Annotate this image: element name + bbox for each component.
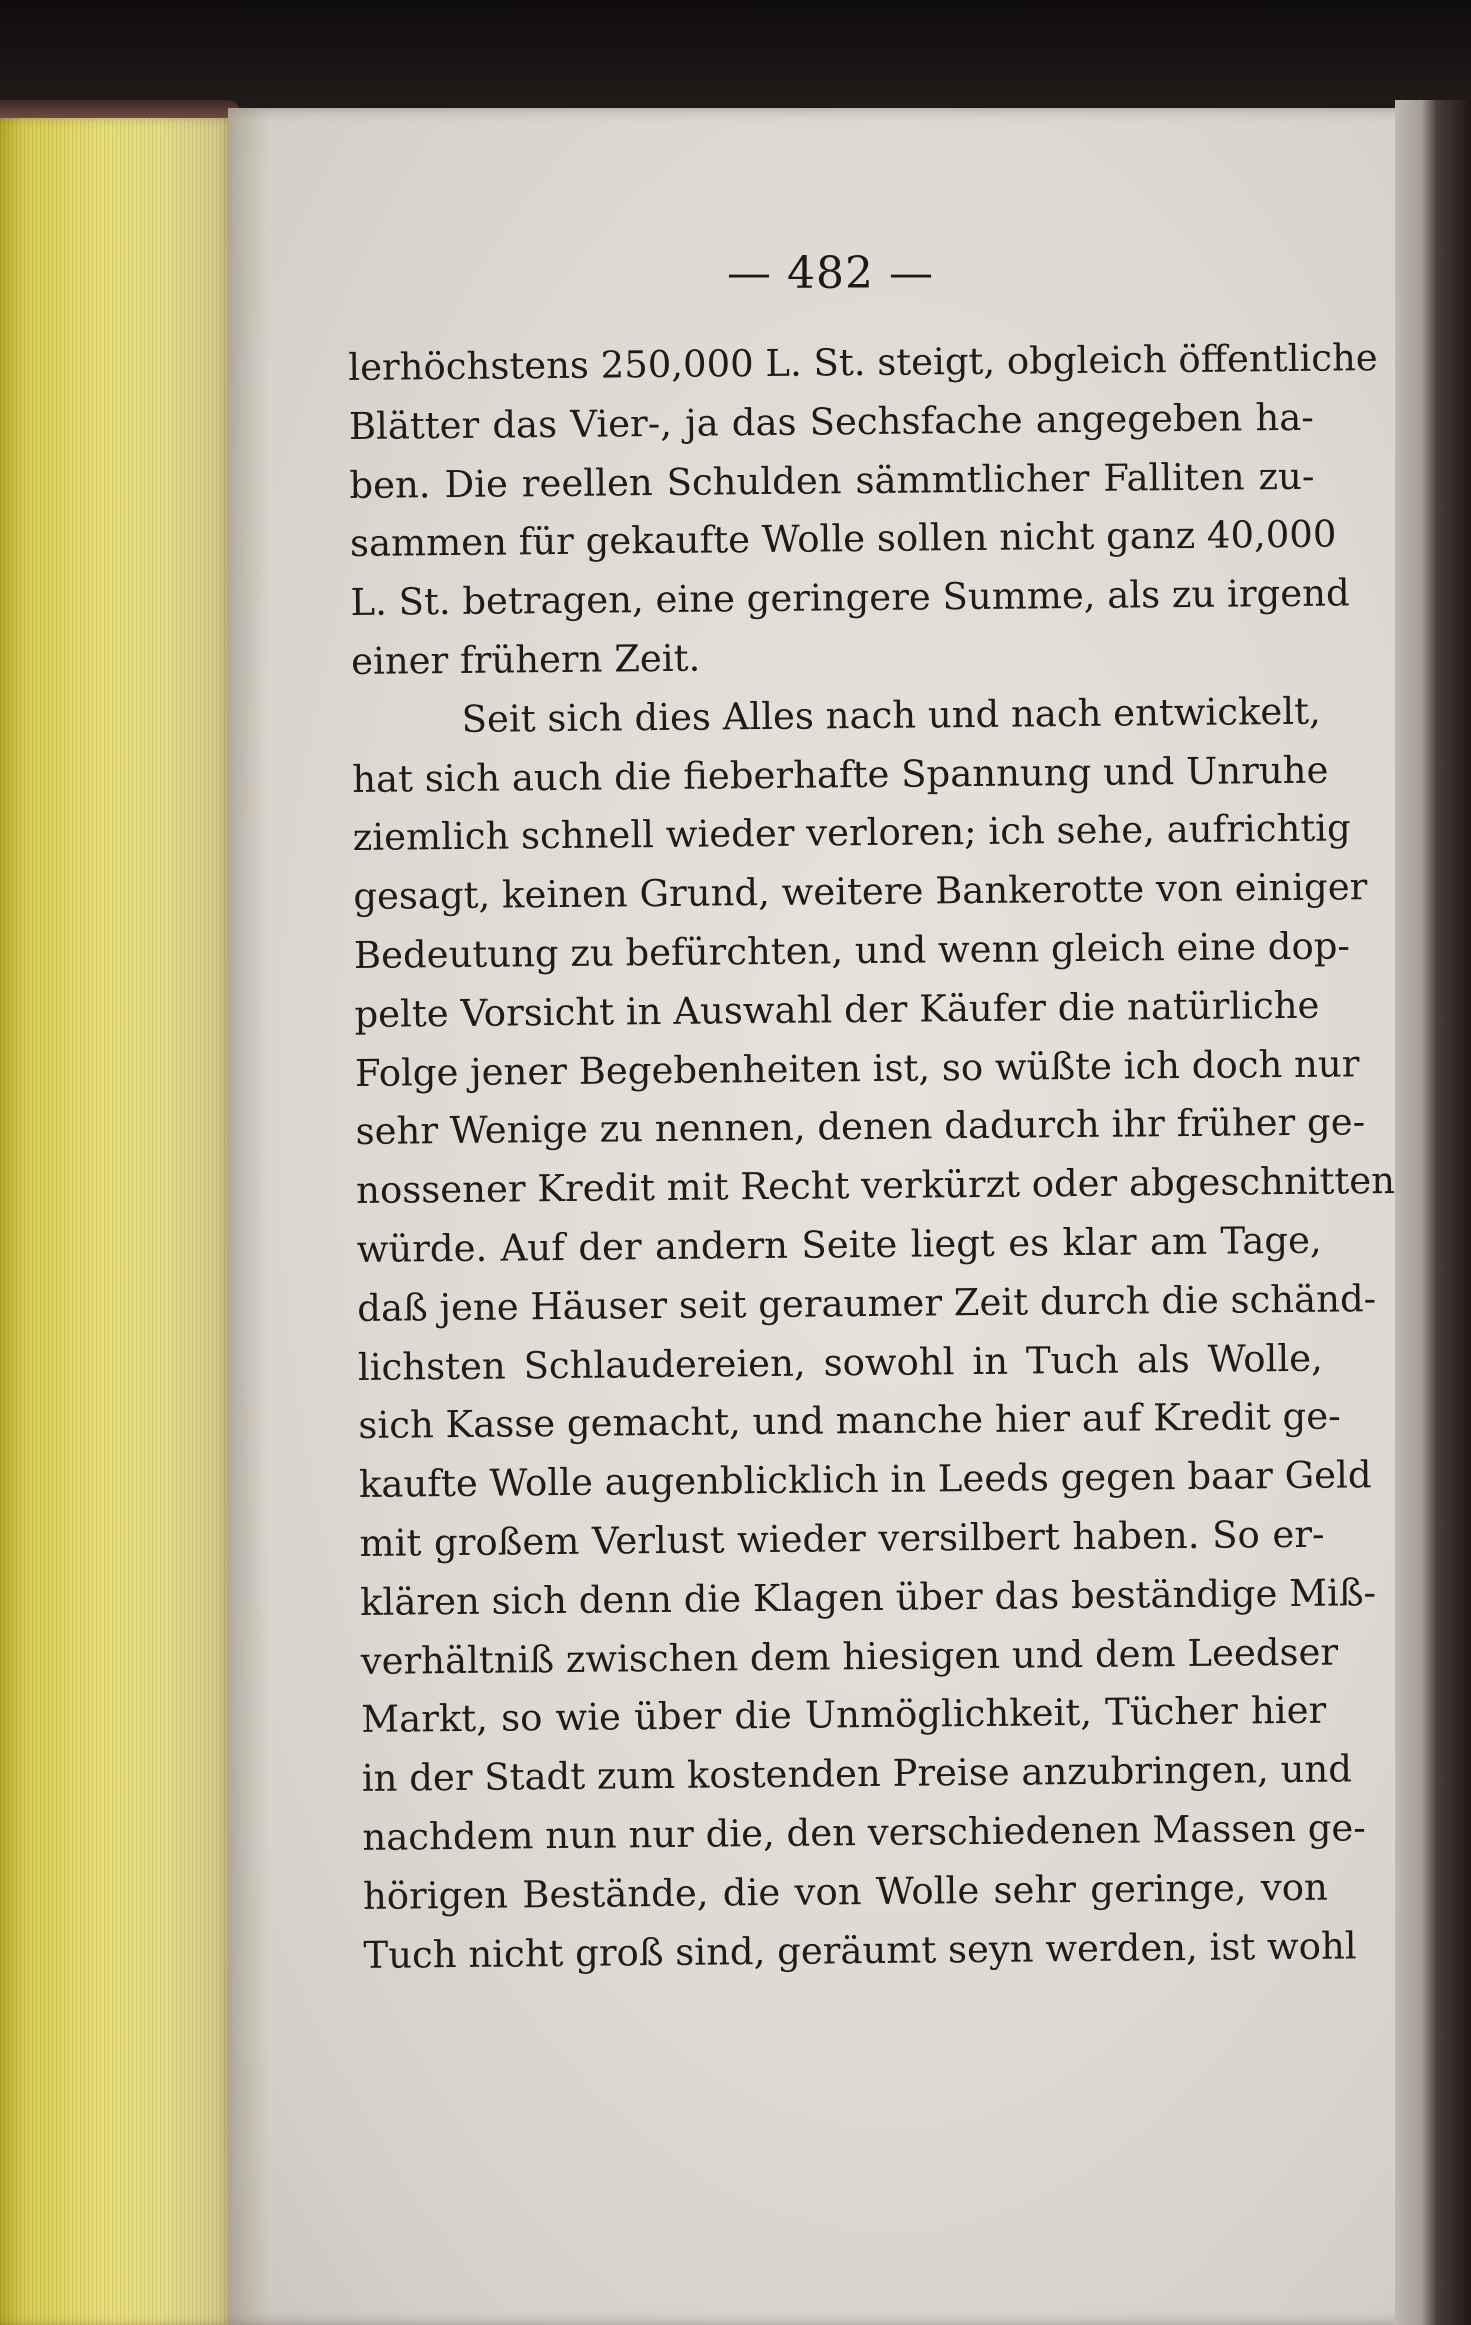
page-gutter-shadow — [228, 108, 268, 2325]
text-line: würde. Auf der andern Seite liegt es klar am Tage, — [356, 1218, 1322, 1271]
text-line: Tuch nicht groß sind, geräumt seyn werden, ist wohl — [363, 1923, 1357, 1977]
text-line: Bedeutung zu befürchten, und wenn gleich eine dop- — [353, 924, 1351, 977]
text-line: hörigen Bestände, die von Wolle sehr geringe, von — [362, 1865, 1329, 1918]
text-line: Folge jener Begebenheiten ist, so wüßte ich doch nur — [354, 1041, 1360, 1095]
text-line: gesagt, keinen Grund, weitere Bankerotte von einiger — [353, 865, 1368, 919]
text-line: sich Kasse gemacht, und manche hier auf Kredit ge- — [358, 1394, 1341, 1448]
page-right-edge — [1395, 100, 1471, 2325]
text-line: daß jene Häuser seit geraumer Zeit durch die schänd- — [357, 1276, 1377, 1330]
text-line: einer frühern Zeit. — [350, 636, 701, 683]
text-line: kaufte Wolle augenblicklich in Leeds gegen baar Geld — [358, 1453, 1372, 1507]
text-line: verhältniß zwischen dem hiesigen und dem Leedser — [360, 1630, 1339, 1683]
text-line: lerhöchstens 250,000 L. St. steigt, obgleich öffentliche — [348, 336, 1378, 389]
text-line: ziemlich schnell wieder verloren; ich sehe, aufrichtig — [352, 806, 1351, 860]
text-line: ben. Die reellen Schulden sämmtlicher Falliten zu- — [349, 454, 1315, 507]
text-line: mit großem Verlust wieder versilbert haben. So er- — [359, 1512, 1325, 1565]
text-line: Seit sich dies Alles nach und nach entwickelt, — [461, 689, 1321, 741]
text-line: Blätter das Vier-, ja das Sechsfache angegeben ha- — [348, 395, 1314, 448]
page-edges — [0, 118, 235, 2325]
text-line: L. St. betragen, eine geringere Summe, als zu irgend — [350, 571, 1350, 625]
page-body-text — [348, 330, 1396, 1985]
text-line: pelte Vorsicht in Auswahl der Käufer die natürliche — [354, 983, 1320, 1036]
text-line: nossener Kredit mit Recht verkürzt oder abgeschnitten — [355, 1159, 1396, 1213]
page-number: — 482 — — [727, 248, 934, 299]
text-line: sehr Wenige zu nennen, denen dadurch ihr früher ge- — [355, 1100, 1366, 1154]
text-line: sammen für gekaufte Wolle sollen nicht ganz 40,000 — [349, 512, 1337, 566]
text-line: lichsten Schlaudereien, sowohl in Tuch als Wolle, — [357, 1336, 1324, 1389]
text-line: klären sich denn die Klagen über das beständige Miß- — [359, 1570, 1377, 1624]
text-line: nachdem nun nur die, den verschiedenen Massen ge- — [362, 1806, 1367, 1859]
text-line: hat sich auch die fieberhafte Spannung und Unruhe — [352, 748, 1329, 801]
text-line: Markt, so wie über die Unmöglichkeit, Tücher hier — [361, 1689, 1327, 1742]
text-line: in der Stadt zum kostenden Preise anzubringen, und — [361, 1747, 1353, 1801]
